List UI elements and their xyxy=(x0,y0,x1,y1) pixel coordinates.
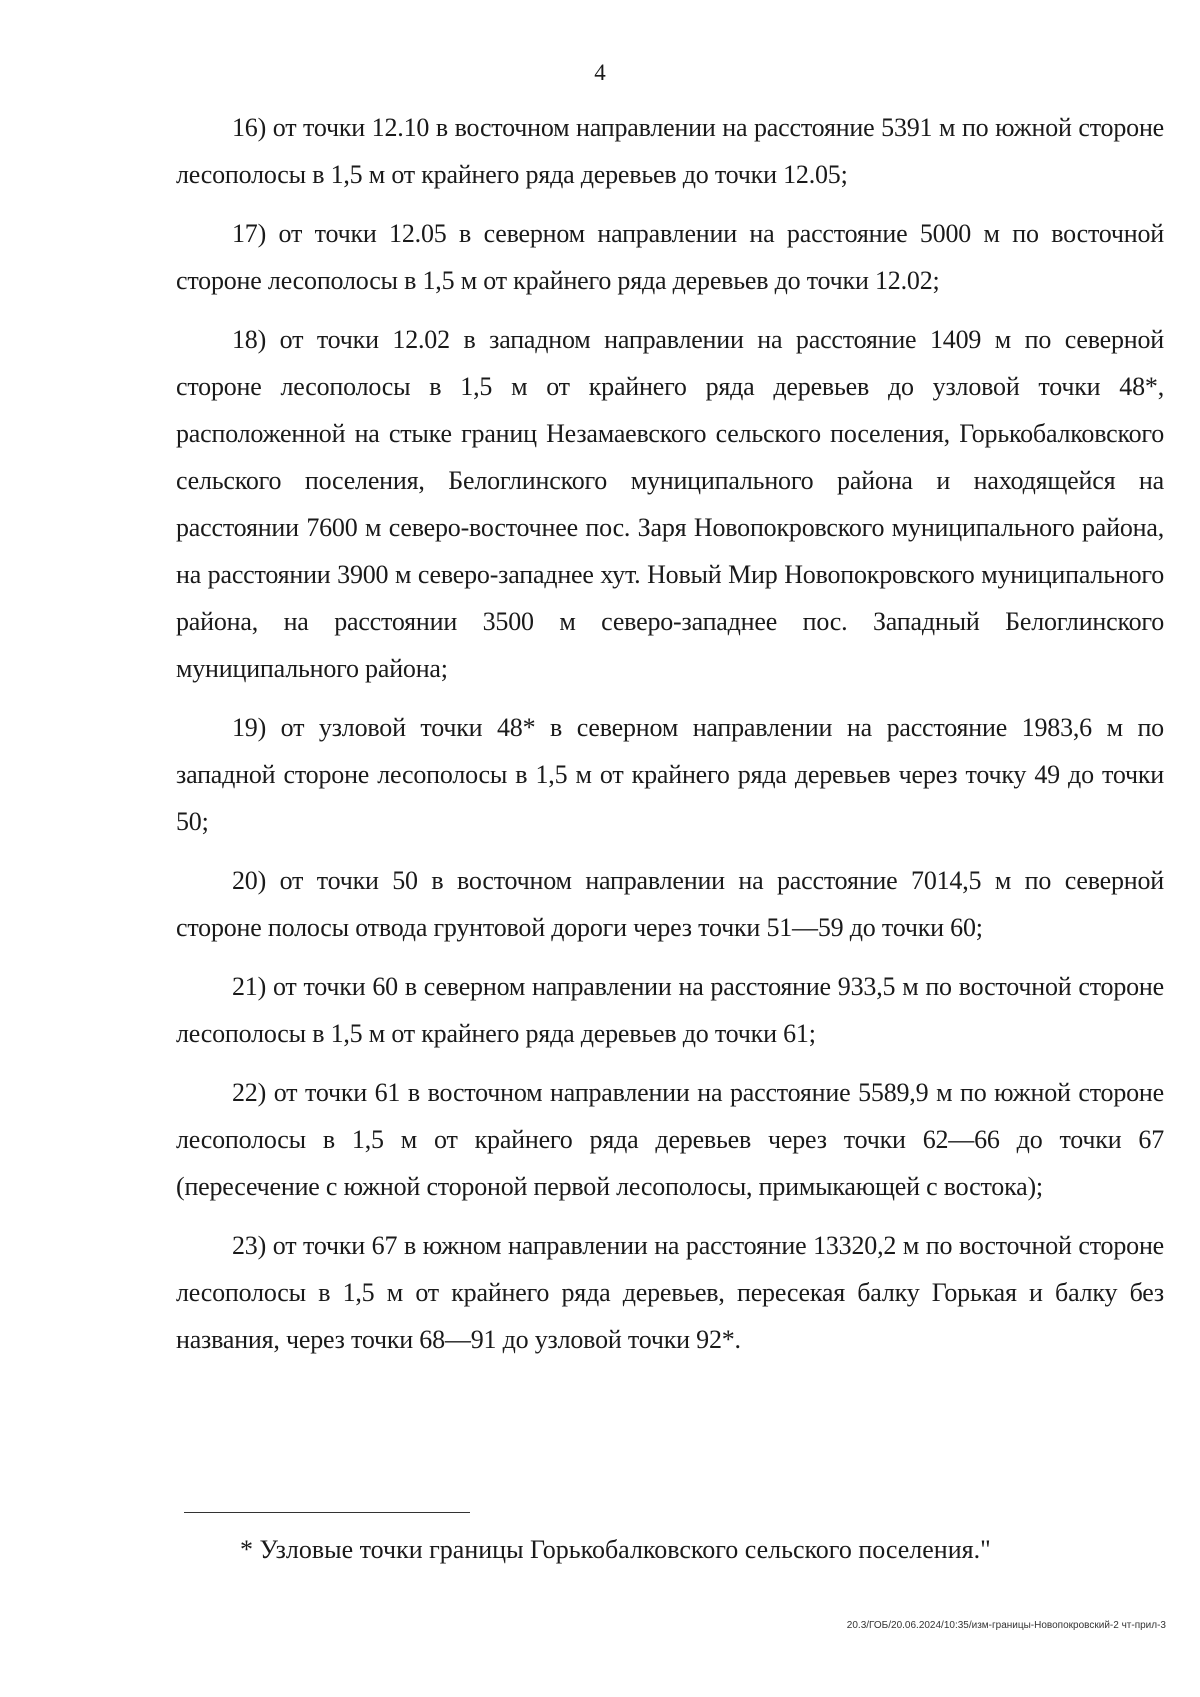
paragraph-20: 20) от точки 50 в восточном направлении на расстояние 7014,5 м по северной стороне полосы отвода грунтовой дороги через точки 51—59 до точки 60; xyxy=(176,866,1164,942)
paragraph-18: 18) от точки 12.02 в западном направлении на расстояние 1409 м по северной стороне лесополосы в 1,5 м от крайнего ряда деревьев до узловой точки 48*, расположенной на стыке границ Незамаевского сельского поселения, Горькобалковского сельского поселения, Белоглинского муниципального района и находящейся на расстоянии 7600 м северо-восточнее пос. Заря Новопокровского муниципального района, на расстоянии 3900 м северо-западнее хут. Новый Мир Новопокровского муниципального района, на расстоянии 3500 м северо-западнее пос. Западный Белоглинского муниципального района; xyxy=(176,325,1164,683)
paragraph-17: 17) от точки 12.05 в северном направлении на расстояние 5000 м по восточной стороне лесополосы в 1,5 м от крайнего ряда деревьев до точки 12.02; xyxy=(176,219,1164,295)
paragraph-23: 23) от точки 67 в южном направлении на расстояние 13320,2 м по восточной стороне лесополосы в 1,5 м от крайнего ряда деревьев, пересекая балку Горькая и балку без названия, через точки 68—91 до узловой точки 92*. xyxy=(176,1231,1164,1354)
paragraph-22: 22) от точки 61 в восточном направлении на расстояние 5589,9 м по южной стороне лесополосы в 1,5 м от крайнего ряда деревьев через точки 62—66 до точки 67 (пересечение с южной стороной первой лесополосы, примыкающей с востока); xyxy=(176,1078,1164,1201)
file-reference: 20.3/ГОБ/20.06.2024/10:35/изм-границы-Новопокровский-2 чт-прил-3 xyxy=(846,1620,1166,1631)
paragraph-16: 16) от точки 12.10 в восточном направлении на расстояние 5391 м по южной стороне лесополосы в 1,5 м от крайнего ряда деревьев до точки 12.05; xyxy=(176,113,1164,189)
document-body xyxy=(176,104,1164,1375)
paragraph-21: 21) от точки 60 в северном направлении на расстояние 933,5 м по восточной стороне лесополосы в 1,5 м от крайнего ряда деревьев до точки 61; xyxy=(176,972,1164,1048)
footnote-divider xyxy=(184,1512,470,1513)
footnote: * Узловые точки границы Горькобалковского сельского поселения." xyxy=(240,1535,991,1564)
paragraph-19: 19) от узловой точки 48* в северном направлении на расстояние 1983,6 м по западной стороне лесополосы в 1,5 м от крайнего ряда деревьев через точку 49 до точки 50; xyxy=(176,713,1164,836)
page-number: 4 xyxy=(594,60,606,85)
